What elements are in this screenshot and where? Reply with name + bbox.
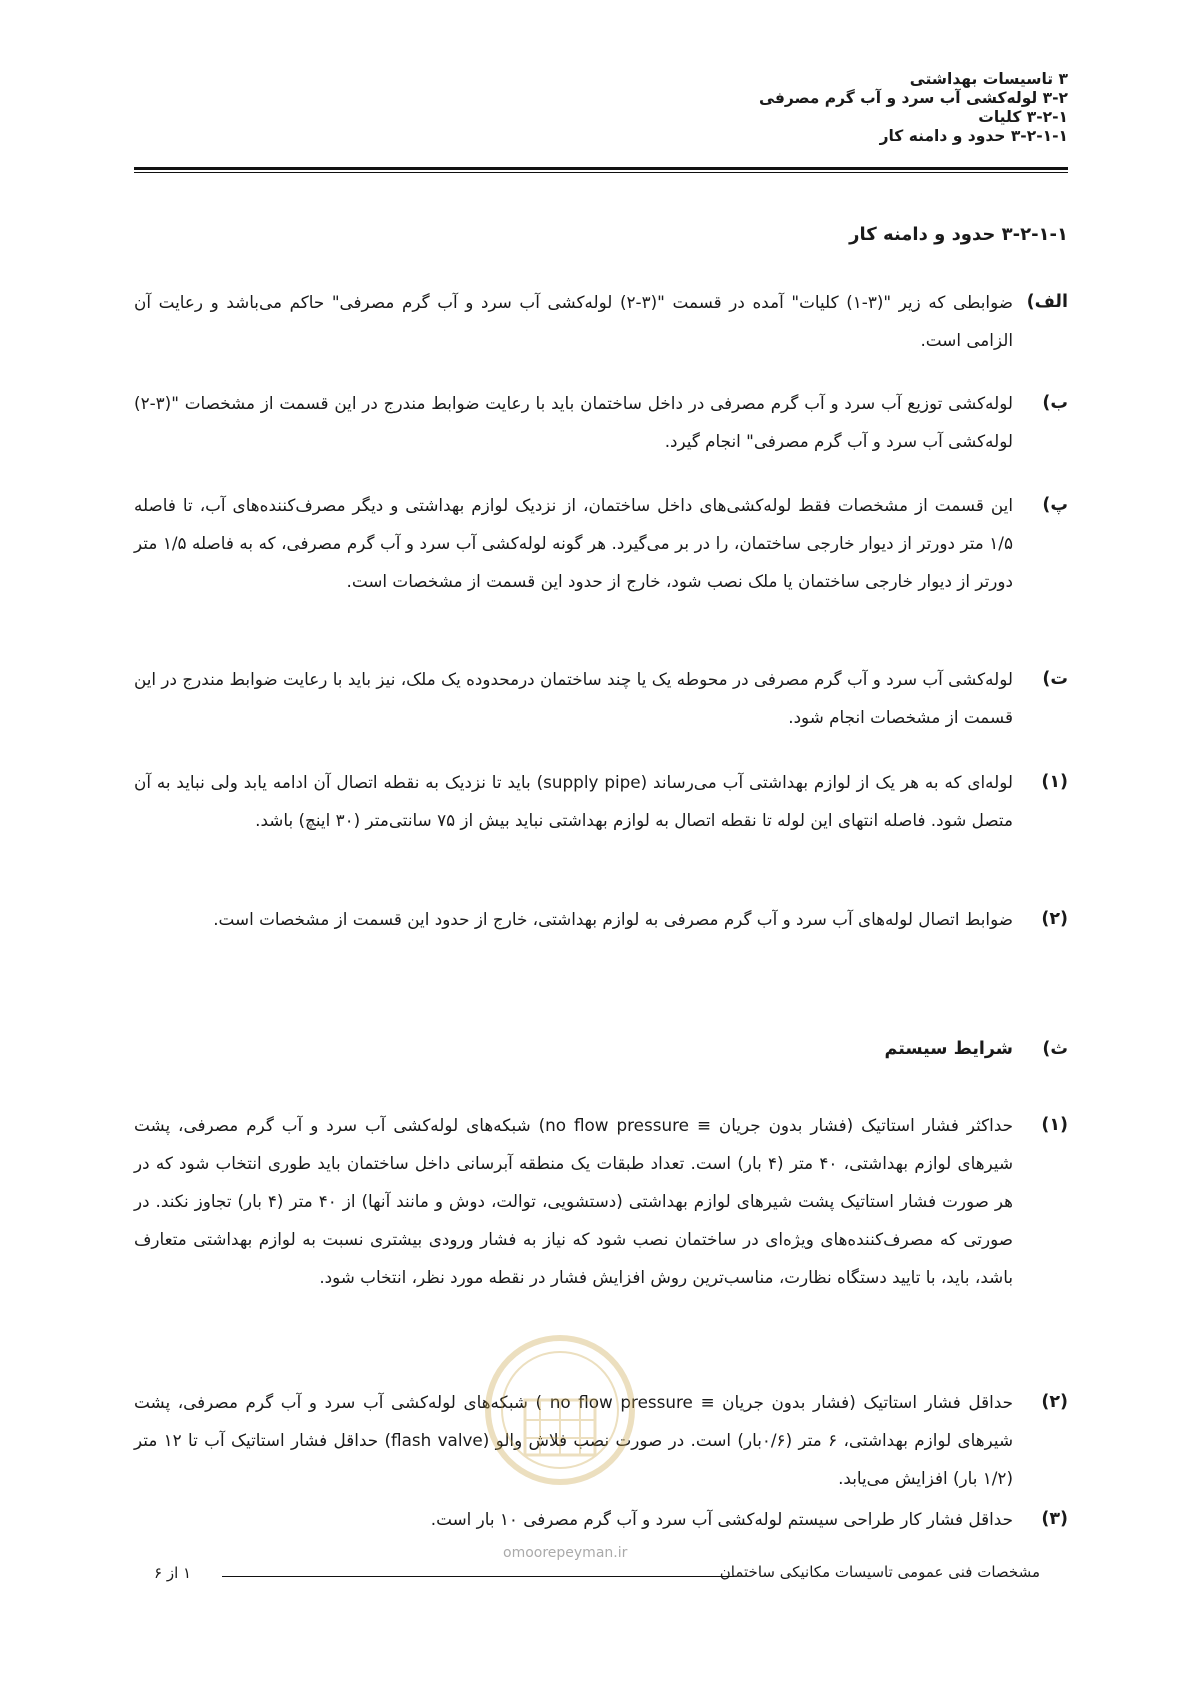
watermark-seal-icon [470,1330,650,1520]
item-text: لوله‌کشی توزیع آب سرد و آب گرم مصرفی در داخل ساختمان باید با رعایت ضوابط مندرج در این قسمت از مشخصات "(۳-۲) لوله‌کشی آب سرد و آب گرم مصرفی" انجام گیرد. [134,393,1013,451]
running-header [759,70,1068,146]
list-item [134,900,1068,938]
list-item [134,283,1068,359]
subsection-heading [884,1030,1068,1068]
watermark-text: omoorepeyman.ir [503,1545,628,1561]
item-label: (۲) [1041,909,1068,929]
list-item [134,486,1068,600]
item-label: پ) [1042,495,1068,515]
footer-title: مشخصات فنی عمومی تاسیسات مکانیکی ساختمان [719,1563,1040,1581]
header-line-3: ۳-۲-۱ کلیات [978,108,1068,126]
item-label: ت) [1042,669,1068,689]
item-label: الف) [1026,292,1068,312]
footer-rule [222,1576,734,1577]
list-item [134,660,1068,736]
item-text: ضوابط اتصال لوله‌های آب سرد و آب گرم مصرفی به لوازم بهداشتی، خارج از حدود این قسمت از مشخصات است. [213,909,1013,929]
item-label: (۱) [1041,772,1068,792]
item-label: ب) [1042,393,1068,413]
item-label: (۳) [1041,1509,1068,1529]
item-label: (۲) [1041,1392,1068,1412]
header-line-2: ۳-۲ لوله‌کشی آب سرد و آب گرم مصرفی [759,89,1068,107]
header-line-4: ۳-۲-۱-۱ حدود و دامنه کار [879,127,1068,145]
list-item [134,1106,1068,1296]
item-text: لوله‌ای که به هر یک از لوازم بهداشتی آب می‌رساند (supply pipe) باید تا نزدیک به نقطه اتصال آن ادامه یابد ولی نباید به آن متصل شود. فاصله انتهای این لوله تا نقطه اتصال به لوازم بهداشتی نباید بیش از ۷۵ سانتی‌متر (۳۰ اینچ) باشد. [134,772,1014,830]
item-text: این قسمت از مشخصات فقط لوله‌کشی‌های داخل ساختمان، از نزدیک لوازم بهداشتی و دیگر مصرف‌کننده‌های آب، تا فاصله ۱/۵ متر دورتر از دیوار خارجی ساختمان، را در بر می‌گیرد. هر گونه لوله‌کشی آب سرد و آب گرم مصرفی، که به فاصله ۱/۵ متر دورتر از دیوار خارجی ساختمان یا ملک نصب شود، خارج از حدود این قسمت از مشخصات است. [134,495,1013,591]
header-line-1: ۳ تاسیسات بهداشتی [909,70,1068,88]
item-text: حداقل فشار استاتیک (فشار بدون جریان ≡ no flow pressure ) شبکه‌های لوله‌کشی آب سرد و آب گرم مصرفی، پشت شیرهای لوازم بهداشتی، ۶ متر (۰/۶بار) است. در صورت نصب فلاش والو (flash valve) حداقل فشار استاتیک آب تا ۱۲ متر (۱/۲ بار) افزایش می‌یابد. [134,1392,1014,1488]
subsection-title: شرایط سیستم [884,1039,1013,1059]
item-label: (۱) [1041,1115,1068,1135]
subsection-label: ث) [1042,1039,1068,1059]
item-text: ضوابطی که زیر "(۳-۱) کلیات" آمده در قسمت "(۳-۲) لوله‌کشی آب سرد و آب گرم مصرفی" حاکم می‌باشد و رعایت آن الزامی است. [134,292,1014,350]
header-rule-thick [134,167,1068,170]
header-rule-thin [134,172,1068,173]
item-text: حداکثر فشار استاتیک (فشار بدون جریان ≡ no flow pressure) شبکه‌های لوله‌کشی آب سرد و آب گرم مصرفی، پشت شیرهای لوازم بهداشتی، ۴۰ متر (۴ بار) است. تعداد طبقات یک منطقه آبرسانی داخل ساختمان باید طوری انتخاب شود که در هر صورت فشار استاتیک پشت شیرهای لوازم بهداشتی (دستشویی، توالت، دوش و مانند آنها) از ۴۰ متر (۴ بار) تجاوز نکند. در صورتی که مصرف‌کننده‌های ویژه‌ای در ساختمان نصب شود که نیاز به فشار ورودی بیشتری نسبت به لوازم بهداشتی متعارف باشد، باید، با تایید دستگاه نظارت، مناسب‌ترین روش افزایش فشار در نقطه مورد نظر، انتخاب شود. [134,1115,1014,1287]
item-text: لوله‌کشی آب سرد و آب گرم مصرفی در محوطه یک یا چند ساختمان درمحدوده یک ملک، نیز باید با رعایت ضوابط مندرج در این قسمت از مشخصات انجام شود. [133,669,1013,727]
list-item [134,763,1068,839]
item-text: حداقل فشار کار طراحی سیستم لوله‌کشی آب سرد و آب گرم مصرفی ۱۰ بار است. [430,1509,1013,1529]
list-item [134,384,1068,460]
page-number: ۱ از ۶ [154,1564,192,1582]
section-title: ۳-۲-۱-۱ حدود و دامنه کار [849,224,1068,245]
